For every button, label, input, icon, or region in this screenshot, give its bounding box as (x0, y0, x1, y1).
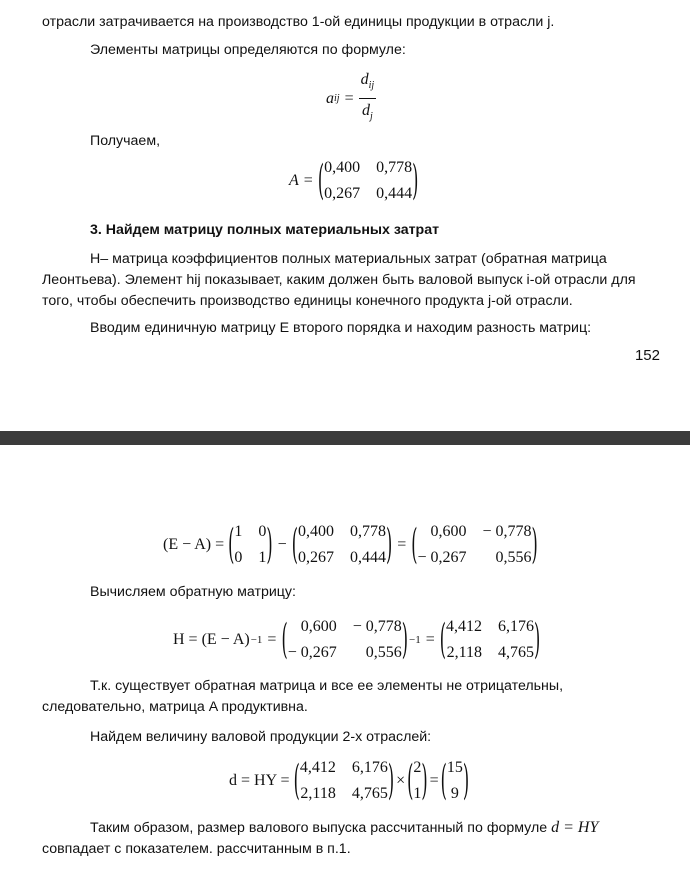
matrix-result (417, 522, 531, 568)
matrix-cell: 0,556 (495, 549, 532, 566)
page-divider (0, 431, 690, 445)
matrix-cell: − 0,267 (417, 549, 467, 566)
vector-cell: 9 (450, 785, 459, 802)
left-paren: ( (228, 519, 235, 569)
eq1-lhs: (E − A) = (163, 536, 225, 553)
matrix-cell: 4,765 (498, 644, 535, 661)
matrix-cell: 0 (258, 523, 267, 540)
paragraph-productive: Т.к. существует обратная матрица и все ее элементы не отрицательны, следовательно, матрица A продуктивна. (42, 678, 564, 715)
matrix-cell: − 0,267 (287, 644, 337, 661)
matrix-cell: − 0,778 (482, 523, 532, 540)
right-paren: ) (401, 614, 409, 664)
matrix-cell: 6,176 (498, 618, 535, 635)
formula-den: d (361, 102, 370, 119)
formula-lhs: a (326, 89, 334, 107)
vector-Y (413, 758, 421, 804)
right-paren: ) (385, 519, 393, 569)
paragraph-h-definition: H– матрица коэффициентов полных материальных затрат (обратная матрица Леонтьева). Элемент hij показывает, каким должен быть валовой выпуск i-ой отрасли для того, чтобы обеспечить производство единицы конечного продукта j-ой отрасли. (42, 251, 636, 309)
equation-H-inverse (173, 614, 541, 664)
eq3-eq: = (429, 772, 439, 789)
eq2-lhs: H = (E − A) (173, 631, 250, 648)
matrix-cell: 1 (234, 523, 243, 540)
matrix-cell: 2,118 (446, 644, 483, 661)
equation-d-HY (229, 755, 470, 805)
eq2-lhs-sup: −1 (250, 634, 263, 646)
vector-cell: 1 (413, 785, 422, 802)
fraction-bar (359, 98, 377, 99)
matrix-cell: 6,176 (351, 759, 388, 776)
matrix-cell: 1 (258, 549, 267, 566)
matrix-cell: 4,412 (446, 618, 483, 635)
matrix-E (234, 522, 266, 568)
matrix-cell: 0,400 (297, 523, 334, 540)
matrix-A (324, 158, 412, 204)
right-paren: ) (266, 519, 273, 569)
vector-cell: 15 (446, 759, 463, 776)
vector-d (447, 758, 463, 804)
page-number: 152 (634, 347, 660, 364)
eq2-eq2: = (425, 631, 435, 648)
matrix-cell: 0,267 (297, 549, 334, 566)
matrix-cell: 0,556 (365, 644, 402, 661)
eq1-eq: = (397, 536, 407, 553)
section-heading: 3. Найдем матрицу полных материальных затрат (90, 222, 440, 238)
matrix-cell: 4,412 (299, 759, 336, 776)
matrix-E-minus-A (288, 617, 402, 663)
right-paren: ) (462, 755, 470, 805)
left-paren: ( (411, 519, 418, 569)
formula-fraction (359, 70, 377, 127)
left-paren: ( (407, 755, 414, 805)
left-paren: ( (291, 519, 298, 569)
formula-lhs-sub: ij (334, 92, 340, 104)
right-paren: ) (387, 755, 395, 805)
conclusion-text-a: Таким образом, размер валового выпуска рассчитанный по формуле (90, 820, 548, 836)
vector-cell: 2 (413, 759, 422, 776)
left-paren: ( (293, 755, 300, 805)
formula-eq: = (344, 89, 354, 107)
inverse-intro: Вычисляем обратную матрицу: (90, 584, 296, 600)
matrix-H (300, 758, 388, 804)
matrix-H (446, 617, 534, 663)
eq2-matrix-sup: −1 (409, 634, 421, 646)
output-intro: Найдем величину валовой продукции 2-х отраслей: (90, 729, 432, 745)
matrix-cell: 0,600 (430, 523, 467, 540)
matrix-cell: 0 (234, 549, 243, 566)
right-paren: ) (412, 155, 419, 205)
matrix-cell: − 0,778 (352, 618, 402, 635)
matrix-cell: 2,118 (300, 785, 336, 802)
eq2-eq: = (267, 631, 277, 648)
formula-den-sub: j (369, 111, 373, 122)
right-paren: ) (421, 755, 428, 805)
equation-E-minus-A (163, 519, 538, 569)
matrix-cell: 0,267 (324, 185, 361, 202)
lower-page (0, 445, 690, 889)
right-paren: ) (534, 614, 541, 664)
upper-page (0, 0, 690, 431)
eq3-lhs: d = HY = (229, 772, 290, 789)
conclusion-text-b: совпадает с показателем. рассчитанным в п.1. (42, 841, 351, 857)
left-paren: ( (317, 155, 325, 205)
formula-num: d (360, 71, 369, 88)
eq3-times: × (396, 772, 406, 789)
conclusion-formula: d = HY (551, 819, 599, 836)
text-line-continuation: отрасли затрачивается на производство 1-ой единицы продукции в отрасли j. (42, 14, 555, 30)
formula-aij (326, 70, 376, 127)
matrix-A-name: A (289, 172, 299, 189)
matrix-A-eq: = (303, 172, 313, 189)
matrix-cell: 4,765 (351, 785, 388, 802)
formula-num-sub: ij (368, 80, 375, 91)
matrix-cell: 0,444 (376, 185, 413, 202)
result-intro: Получаем, (90, 133, 161, 149)
paragraph-identity: Вводим единичную матрицу E второго порядка и находим разность матриц: (90, 320, 592, 336)
matrix-cell: 0,444 (349, 549, 386, 566)
matrix-A-equation (289, 155, 419, 205)
formula-intro: Элементы матрицы определяются по формуле: (90, 42, 406, 58)
matrix-cell: 0,400 (324, 159, 361, 176)
matrix-cell: 0,600 (300, 618, 337, 635)
left-paren: ( (439, 614, 447, 664)
conclusion (42, 817, 650, 860)
matrix-A (298, 522, 386, 568)
left-paren: ( (440, 755, 447, 805)
matrix-cell: 0,778 (349, 523, 386, 540)
left-paren: ( (281, 614, 288, 664)
eq1-minus: − (277, 536, 287, 553)
matrix-cell: 0,778 (376, 159, 413, 176)
right-paren: ) (531, 519, 538, 569)
